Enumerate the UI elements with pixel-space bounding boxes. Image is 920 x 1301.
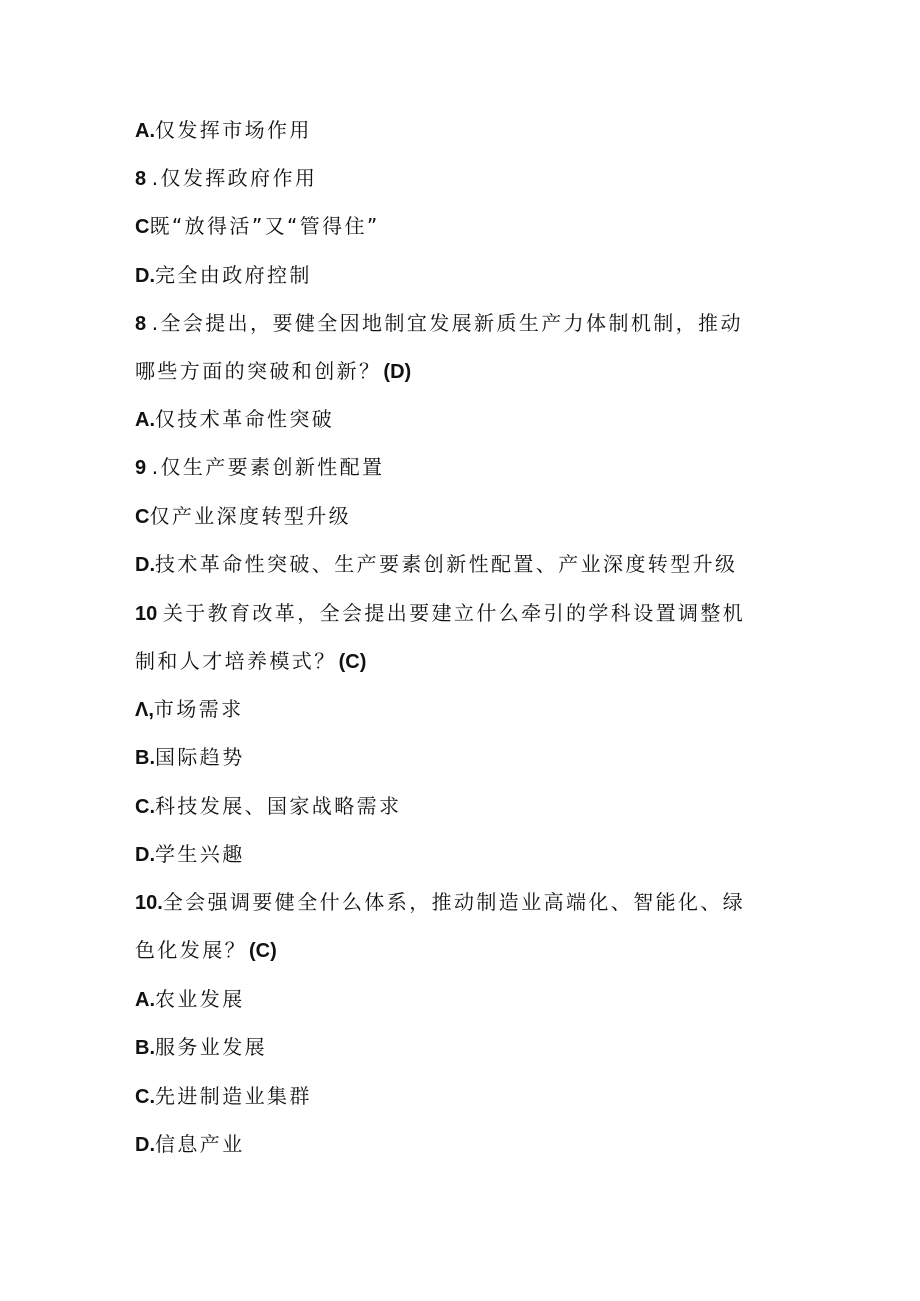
option-marker: 9 [135, 457, 152, 479]
option-a-line [135, 405, 334, 434]
option-text: 科技发展、国家战略需求 [155, 794, 402, 818]
question-text: 制和人才培养模式？ [135, 649, 337, 673]
question-line [135, 647, 366, 676]
option-d-line [135, 1130, 245, 1159]
option-marker: A. [135, 989, 155, 1011]
option-b-line [135, 453, 384, 482]
option-text: 完全由政府控制 [155, 263, 312, 287]
option-marker: C [135, 506, 150, 528]
question-number: 10. [135, 892, 163, 914]
question-text: 关于教育改革，全会提出要建立什么牵引的学科设置调整机 [162, 601, 746, 625]
option-marker: C [135, 216, 150, 238]
option-marker: Λ, [135, 699, 154, 721]
option-d-line [135, 550, 737, 579]
option-a-line [135, 116, 312, 145]
option-text: 信息产业 [155, 1132, 245, 1156]
option-c-line [135, 212, 380, 241]
option-a-line [135, 985, 245, 1014]
question-line [135, 936, 277, 965]
option-c-line [135, 1082, 312, 1111]
option-text: .仅发挥政府作用 [151, 166, 318, 190]
option-d-line [135, 840, 245, 869]
option-c-line [135, 502, 351, 531]
option-marker: D. [135, 265, 155, 287]
question-text: .全会提出，要健全因地制宜发展新质生产力体制机制，推动 [151, 311, 743, 335]
question-line [135, 599, 745, 628]
question-number: 10 [135, 603, 163, 625]
option-text: 学生兴趣 [155, 842, 245, 866]
option-d-line [135, 261, 312, 290]
option-marker: C. [135, 1086, 155, 1108]
option-text: 仅产业深度转型升级 [149, 504, 352, 528]
option-b-line [135, 1033, 267, 1062]
option-marker: D. [135, 554, 155, 576]
option-marker: D. [135, 1134, 155, 1156]
option-text: 服务业发展 [155, 1035, 267, 1059]
option-text: 国际趋势 [155, 745, 245, 769]
answer-key: (D) [383, 361, 412, 383]
question-text: 全会强调要健全什么体系，推动制造业高端化、智能化、绿 [162, 890, 746, 914]
question-line [135, 357, 411, 386]
option-marker: B. [135, 747, 155, 769]
option-text: 技术革命性突破、生产要素创新性配置、产业深度转型升级 [155, 552, 738, 576]
question-line [135, 888, 745, 917]
question-text: 色化发展？ [135, 938, 247, 962]
option-b-line [135, 164, 317, 193]
option-b-line [135, 743, 245, 772]
question-line [135, 309, 743, 338]
question-text: 哪些方面的突破和创新？ [135, 359, 382, 383]
answer-key: (C) [249, 940, 277, 962]
option-marker: C. [135, 796, 155, 818]
option-marker: B. [135, 1037, 155, 1059]
option-c-line [135, 792, 401, 821]
option-a-line [135, 695, 244, 724]
option-text: 仅技术革命性突破 [155, 407, 335, 431]
option-marker: A. [135, 120, 155, 142]
answer-key: (C) [338, 651, 367, 673]
option-text: 先进制造业集群 [155, 1084, 312, 1108]
option-text: .仅生产要素创新性配置 [151, 455, 385, 479]
question-number: 8 [135, 313, 152, 335]
option-marker: A. [135, 409, 155, 431]
option-marker: D. [135, 844, 155, 866]
option-text: 农业发展 [155, 987, 245, 1011]
option-text: 仅发挥市场作用 [155, 118, 312, 142]
option-marker: 8 [135, 168, 152, 190]
option-text: 既“放得活”又“管得住” [149, 214, 380, 238]
option-text: 市场需求 [153, 697, 244, 721]
